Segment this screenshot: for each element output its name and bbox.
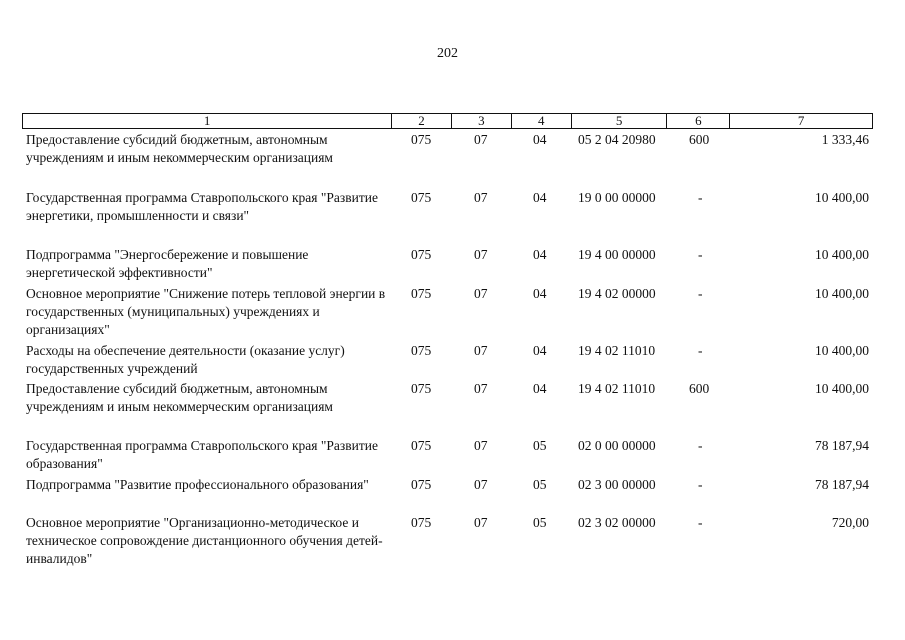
header-cell-2: 2 [392,114,452,128]
row-section-code: 07 [474,343,488,358]
row-amount: 10 400,00 [815,343,869,358]
row-target-code: 02 0 00 00000 [578,438,656,453]
row-subsection-code: 04 [533,132,547,147]
header-cell-4: 4 [512,114,572,128]
row-target-code: 19 4 00 00000 [578,247,656,262]
row-expense-type: 600 [689,132,710,147]
row-section-code: 07 [474,190,488,205]
row-target-code: 05 2 04 20980 [578,132,656,147]
row-target-code: 02 3 00 00000 [578,477,656,492]
row-amount: 10 400,00 [815,381,869,396]
row-amount: 78 187,94 [815,438,869,453]
row-section-code: 07 [474,477,488,492]
row-subsection-code: 04 [533,247,547,262]
row-target-code: 02 3 02 00000 [578,515,656,530]
row-subsection-code: 04 [533,343,547,358]
row-amount: 720,00 [831,515,869,530]
row-section-code: 07 [474,438,488,453]
row-subsection-code: 04 [533,381,547,396]
row-ministry-code: 075 [411,190,432,205]
row-expense-type: - [698,515,703,530]
row-subsection-code: 05 [533,477,547,492]
row-name: Подпрограмма "Развитие профессионального образования" [26,477,369,492]
row-ministry-code: 075 [411,438,432,453]
row-expense-type: - [698,477,703,492]
row-amount: 10 400,00 [815,190,869,205]
row-name: Государственная программа Ставропольского края "Развитие образования" [26,438,378,471]
row-subsection-code: 04 [533,190,547,205]
row-subsection-code: 05 [533,438,547,453]
row-expense-type: - [698,438,703,453]
header-cell-5: 5 [572,114,668,128]
row-target-code: 19 4 02 11010 [578,343,656,358]
row-name: Основное мероприятие "Снижение потерь тепловой энергии в государственных (муниципальных) учреждениях и организациях" [26,286,386,337]
row-amount: 10 400,00 [815,247,869,262]
table-header-row [22,113,873,129]
row-ministry-code: 075 [411,247,432,262]
row-subsection-code: 04 [533,286,547,301]
row-subsection-code: 05 [533,515,547,530]
row-ministry-code: 075 [411,477,432,492]
row-target-code: 19 0 00 00000 [578,190,656,205]
row-section-code: 07 [474,515,488,530]
row-ministry-code: 075 [411,132,432,147]
row-amount: 78 187,94 [815,477,869,492]
row-ministry-code: 075 [411,381,432,396]
row-expense-type: - [698,247,703,262]
header-cell-6: 6 [667,114,730,128]
row-target-code: 19 4 02 11010 [578,381,656,396]
row-name: Подпрограмма "Энергосбережение и повышение энергетической эффективности" [26,247,309,280]
row-name: Предоставление субсидий бюджетным, автономным учреждениям и иным некоммерческим организациям [26,381,333,414]
row-name: Предоставление субсидий бюджетным, автономным учреждениям и иным некоммерческим организациям [26,132,333,165]
row-name: Государственная программа Ставропольского края "Развитие энергетики, промышленности и связи" [26,190,378,223]
row-section-code: 07 [474,247,488,262]
row-section-code: 07 [474,132,488,147]
header-cell-7: 7 [797,113,805,128]
header-cell-3: 3 [452,114,512,128]
row-expense-type: - [698,190,703,205]
row-section-code: 07 [474,286,488,301]
row-expense-type: - [698,286,703,301]
row-expense-type: - [698,343,703,358]
header-cell-1: 1 [23,114,392,128]
page-number: 202 [437,46,458,61]
row-name: Расходы на обеспечение деятельности (оказание услуг) государственных учреждений [26,343,345,376]
row-ministry-code: 075 [411,515,432,530]
row-name: Основное мероприятие "Организационно-методическое и техническое сопровождение дистанционного обучения детей-инвалидов" [26,515,383,566]
row-expense-type: 600 [689,381,710,396]
row-amount: 1 333,46 [821,132,869,147]
row-target-code: 19 4 02 00000 [578,286,656,301]
row-ministry-code: 075 [411,343,432,358]
row-amount: 10 400,00 [815,286,869,301]
row-section-code: 07 [474,381,488,396]
row-ministry-code: 075 [411,286,432,301]
